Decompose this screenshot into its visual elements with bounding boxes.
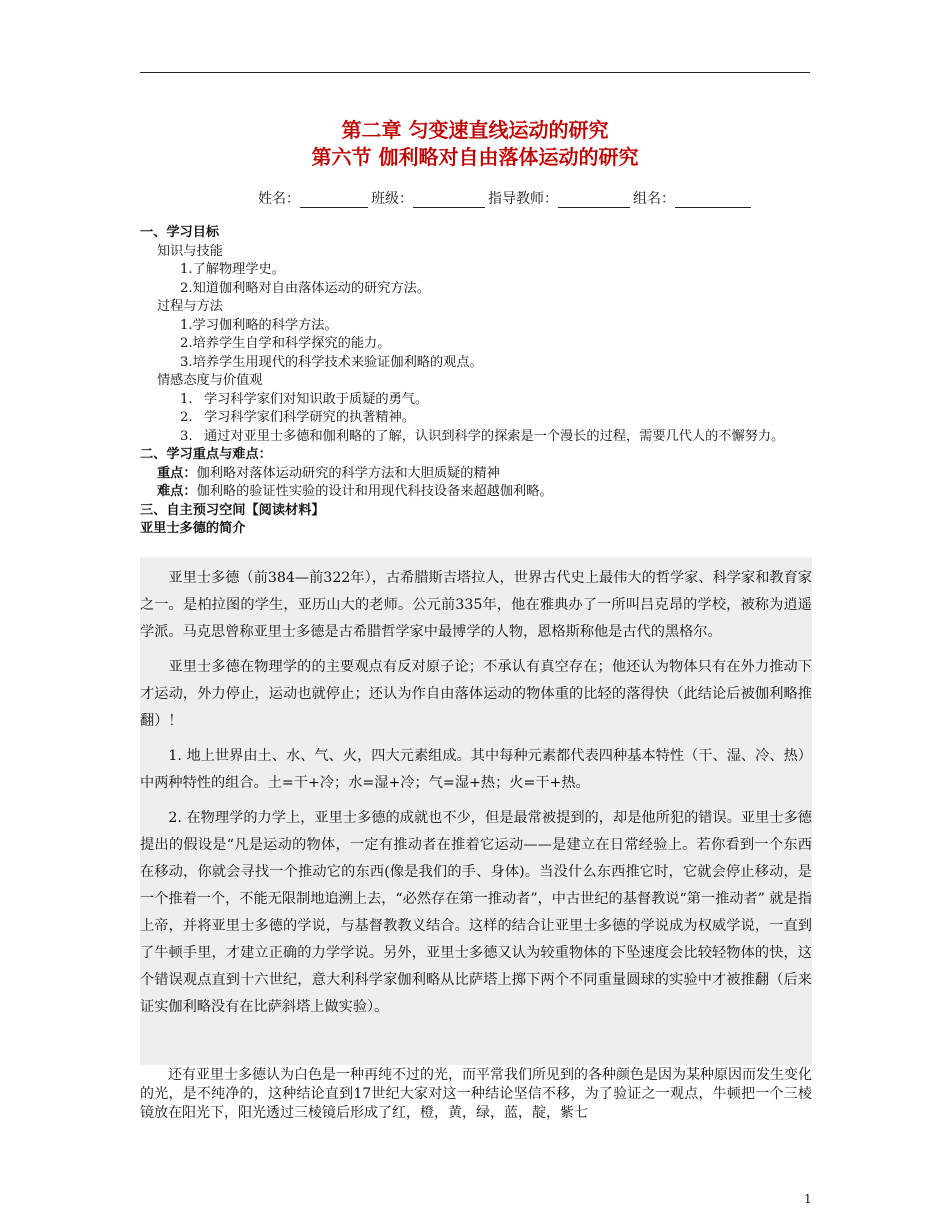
group-label: 组名： <box>633 191 675 207</box>
teacher-blank[interactable] <box>558 193 630 208</box>
group-blank[interactable] <box>675 193 751 208</box>
attitude-item <box>140 428 812 447</box>
reading-paragraph: 2. 在物理学的力学上，亚里士多德的成就也不少，但是最常被提到的，却是他所犯的错误。亚里士多德提出的假设是“凡是运动的物体，一定有推动者在推着它运动——是建立在日常经验上。若你看到一个东西在移动，你就会寻找一个推动它的东西(像是我们的手、身体)。当没什么东西推它时，它就会停止移动，是一个推着一个，不能无限制地追溯上去，“必然存在第一推动者”，中古世纪的基督教说“第一推动者” 就是指上帝，并将亚里士多德的学说，与基督教教义结合。这样的结合让亚里士多德的学说成为权威学说，一直到了牛顿手里，才建立正确的力学学说。另外，亚里士多德又认为较重物体的下坠速度会比较轻物体的快，这个错误观点直到十六世纪，意大利科学家伽利略从比萨塔上掷下两个不同重量圆球的实验中才被推翻（后来证实伽利略没有在比萨斜塔上做实验）。 <box>140 810 812 1015</box>
reading-paragraph: 1. 地上世界由土、水、气、火，四大元素组成。其中每种元素都代表四种基本特性（干、湿、冷、热）中两种特性的组合。土=干+冷；水=湿+冷；气=湿+热；火=干+热。 <box>140 748 812 791</box>
focus-text: 伽利略对落体运动研究的科学方法和大胆质疑的精神 <box>196 465 500 481</box>
objectives-heading: 一、学习目标 <box>140 225 220 240</box>
header-rule <box>140 72 810 73</box>
section-title: 第六节 伽利略对自由落体运动的研究 <box>311 145 639 169</box>
objective-item: 3.培养学生用现代的科学技术来验证伽利略的观点。 <box>180 354 483 370</box>
attitude-item <box>140 409 812 428</box>
attitude-item <box>140 391 812 410</box>
reading-title: 亚里士多德的简介 <box>140 521 246 536</box>
difficulty-line <box>140 483 812 502</box>
closing-paragraph: 还有亚里士多德认为白色是一种再纯不过的光，而平常我们所见到的各种颜色是因为某种原因而发生变化的光，是不纯净的，这种结论直到17世纪大家对这一种结论坚信不移，为了验证之一观点，牛顿把一个三棱镜放在阳光下，阳光透过三棱镜后形成了红，橙，黄，绿，蓝，靛，紫七 <box>140 1067 812 1121</box>
student-info-line <box>258 188 754 208</box>
reading-paragraph: 亚里士多德（前384—前322年），古希腊斯吉塔拉人，世界古代史上最伟大的哲学家、科学家和教育家之一。是柏拉图的学生，亚历山大的老师。公元前335年，他在雅典办了一所叫吕克昂的学校，被称为逍遥学派。马克思曾称亚里士多德是古希腊哲学家中最博学的人物，恩格斯称他是古代的黑格尔。 <box>140 570 812 640</box>
preview-heading: 三、自主预习空间【阅读材料】 <box>140 502 325 518</box>
page-number: 1 <box>804 1192 812 1206</box>
chapter-title: 第二章 匀变速直线运动的研究 <box>341 118 609 142</box>
name-blank[interactable] <box>300 193 368 208</box>
difficulty-text: 伽利略的验证性实验的设计和用现代科技设备来超越伽利略。 <box>196 484 553 499</box>
objective-group-title: 情感态度与价值观 <box>157 373 263 388</box>
reading-material <box>140 565 812 1029</box>
objective-item: 2.知道伽利略对自由落体运动的研究方法。 <box>180 280 430 296</box>
class-label: 班级： <box>371 191 413 207</box>
item-text: 学习科学家们科学研究的执著精神。 <box>204 410 415 425</box>
focus-label: 重点： <box>157 465 197 481</box>
key-points-heading: 二、学习重点与难点： <box>140 447 272 462</box>
item-number: 3. <box>180 428 193 444</box>
objectives-section <box>140 224 812 539</box>
objective-group-title: 过程与方法 <box>157 299 223 314</box>
objective-group-title: 知识与技能 <box>157 243 223 259</box>
objective-item: 2.培养学生自学和科学探究的能力。 <box>180 336 391 351</box>
reading-paragraph: 亚里士多德在物理学的的主要观点有反对原子论；不承认有真空存在；他还认为物体只有在外力推动下才运动，外力停止，运动也就停止；还认为作自由落体运动的物体重的比轻的落得快（此结论后被伽利略推翻）！ <box>140 659 812 729</box>
item-number: 2. <box>180 410 193 425</box>
focus-line <box>140 465 812 484</box>
item-number: 1. <box>180 391 193 407</box>
difficulty-label: 难点： <box>157 484 197 499</box>
name-label: 姓名： <box>258 191 300 207</box>
teacher-label: 指导教师： <box>488 191 558 207</box>
class-blank[interactable] <box>413 193 485 208</box>
objective-item: 1.了解物理学史。 <box>180 262 285 277</box>
item-text: 学习科学家们对知识敢于质疑的勇气。 <box>204 391 429 407</box>
item-text: 通过对亚里士多德和伽利略的了解，认识到科学的探索是一个漫长的过程，需要几代人的不懈努力。 <box>204 428 785 444</box>
objective-item: 1.学习伽利略的科学方法。 <box>180 317 338 333</box>
